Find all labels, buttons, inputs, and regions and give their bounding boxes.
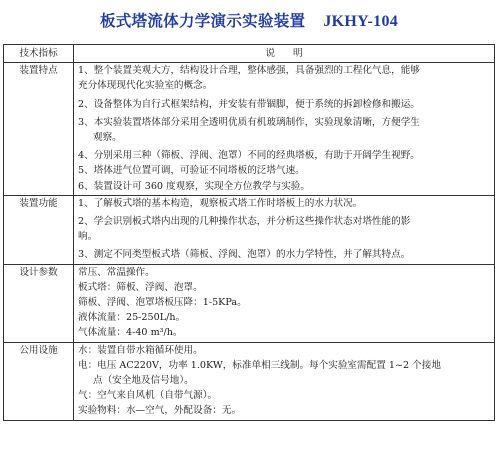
row-content-parameters [74,264,495,342]
list-item: 电：电压 AC220V，功率 1.0KW，标准单相三线制。每个实验室需配置 1~2 个接地 [78,359,441,371]
list-item: 气体流量：4-40 m³/h。 [78,327,183,339]
list-item: 筛板、浮阀、泡罩塔板压降：1-5KPa。 [78,297,247,309]
row-label-utilities: 公用设施 [4,342,74,420]
table-row [4,342,495,420]
list-item: 5、塔体进气位置可调，可验证不同塔板的泛塔气速。 [78,165,305,177]
list-item: 6、装置设计可 360 度观察，实现全方位教学与实验。 [78,180,310,192]
list-item: 观察。 [93,132,122,144]
list-item: 1、整个装置美观大方，结构设计合理，整体感强，具备强烈的工程化气息，能够 [78,65,420,77]
list-item: 水：装置自带水箱循环使用。 [78,344,203,356]
row-content-features [74,63,495,196]
list-item: 气：空气来自风机（自带气源）。 [78,390,218,402]
table-row [4,264,495,342]
title-model: JKHY-104 [323,13,399,30]
list-item: 充分体现现代化实验室的概念。 [78,80,213,92]
list-item: 1、了解板式塔的基本构造，观察板式塔工作时塔板上的水力状况。 [78,197,363,209]
header-description-text: 说明 [265,48,321,59]
list-item: 2、设备整体为自行式框架结构，并安装有带锢脚，便于系统的拆卸检修和搬运。 [78,98,420,110]
list-item: 3、测定不同类型板式塔（筛板、浮阀、泡罩）的水力学特性，并了解其特点。 [78,249,411,261]
header-spec: 技术指标 [4,45,74,63]
list-item: 响。 [78,231,98,243]
title-main: 板式塔流体力学演示实验装置 [99,11,306,30]
row-label-features: 装置特点 [4,63,74,196]
list-item: 2、学会识别板式塔内出现的几种操作状态，并分析这些操作状态对塔性能的影 [78,216,411,228]
table-row [4,195,495,264]
header-description [74,45,495,63]
list-item: 3、本实验装置塔体部分采用全透明优质有机玻璃制作，实验现象清晰，方便学生 [78,116,420,128]
list-item: 液体流量：25-250L/h。 [78,312,186,324]
row-label-parameters: 设计参数 [4,264,74,342]
row-content-utilities [74,342,495,420]
table-header-row [4,45,495,63]
list-item: 常压、常温操作。 [78,266,155,278]
table-row [4,63,495,196]
row-label-functions: 装置功能 [4,195,74,264]
list-item: 4、分别采用三种（筛板、浮阀、泡罩）不同的经典塔板，有助于开阔学生视野。 [78,150,420,162]
document-title [0,9,498,31]
list-item: 实验物料：水—空气，外配设备：无。 [78,405,242,417]
spec-table [3,44,495,421]
row-content-functions [74,195,495,264]
list-item: 点（安全地及信号地）。 [93,375,194,387]
list-item: 板式塔：筛板、浮阀、泡罩。 [78,281,203,293]
